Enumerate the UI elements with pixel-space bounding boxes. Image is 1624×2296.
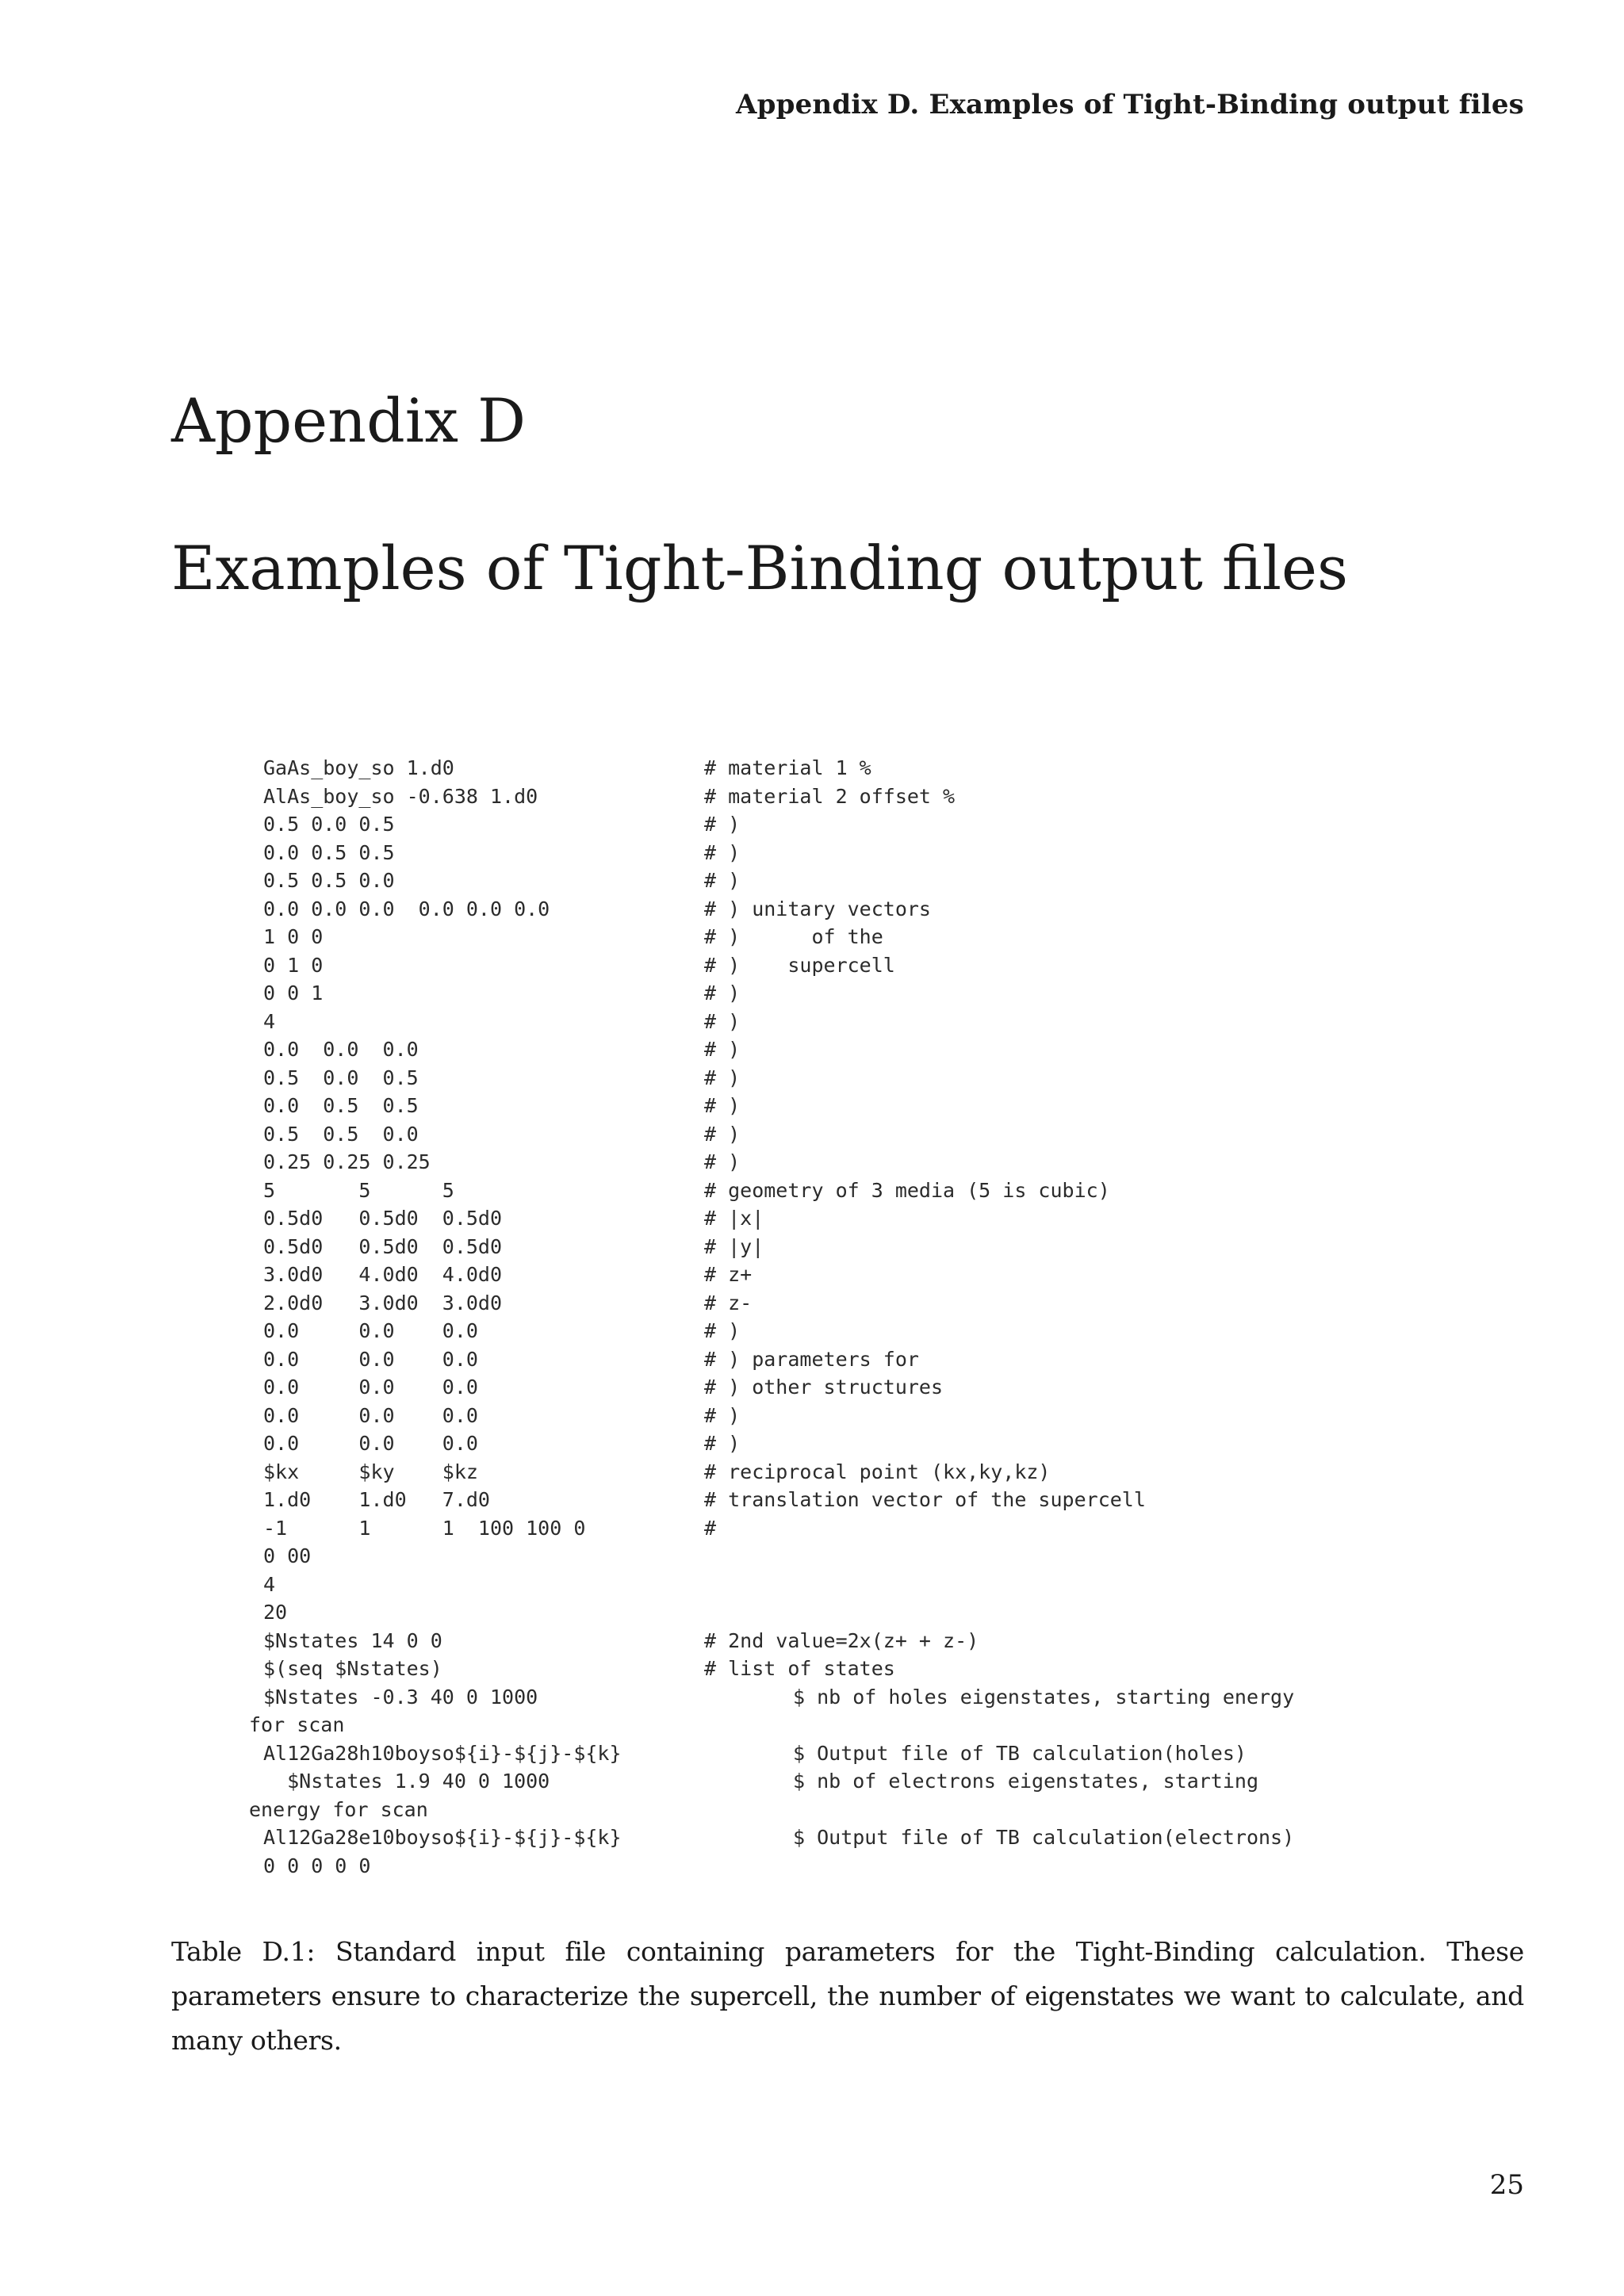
- code-line: 0.0 0.0 0.0 0.0 0.0 0.0: [263, 897, 550, 920]
- code-line: 0.0 0.0 0.0: [263, 1319, 478, 1342]
- code-line: 0.5d0 0.5d0 0.5d0: [263, 1207, 503, 1230]
- code-comment: #: [704, 1517, 717, 1540]
- chapter-label: Appendix D: [171, 385, 527, 456]
- code-comment: # z-: [704, 1292, 753, 1314]
- page-number: 25: [1489, 2169, 1524, 2201]
- code-line: 3.0d0 4.0d0 4.0d0: [263, 1263, 503, 1286]
- code-comment: # ): [704, 982, 741, 1004]
- code-comment: $ nb of holes eigenstates, starting energy: [793, 1686, 1295, 1709]
- code-comment: # ): [704, 869, 741, 892]
- code-line: 0.0 0.5 0.5: [263, 841, 395, 864]
- code-line: 0.0 0.0 0.0: [263, 1348, 478, 1371]
- code-comment: $ nb of electrons eigenstates, starting: [793, 1770, 1258, 1793]
- code-line: $Nstates 1.9 40 0 1000: [263, 1770, 550, 1793]
- code-line: 0.5 0.5 0.0: [263, 869, 395, 892]
- code-comment: # ) unitary vectors: [704, 897, 931, 920]
- code-line: 0.5d0 0.5d0 0.5d0: [263, 1235, 503, 1258]
- code-line: $Nstates -0.3 40 0 1000: [263, 1686, 538, 1709]
- code-comment: # ): [704, 1066, 741, 1089]
- code-line: 20: [263, 1601, 288, 1624]
- code-comment: # ) of the: [704, 925, 883, 948]
- code-line: 0.0 0.0 0.0: [263, 1376, 478, 1399]
- code-comment: # ): [704, 1010, 741, 1033]
- code-line: GaAs_boy_so 1.d0: [263, 756, 454, 779]
- code-comment: $ Output file of TB calculation(electrons): [793, 1826, 1295, 1849]
- code-comment: # material 1 %: [704, 756, 871, 779]
- code-comment: # |y|: [704, 1235, 764, 1258]
- code-line: 0.0 0.5 0.5: [263, 1094, 419, 1117]
- code-line: Al12Ga28e10boyso${i}-${j}-${k}: [263, 1826, 622, 1849]
- code-line: 0.5 0.0 0.5: [263, 1066, 419, 1089]
- code-comment: # ): [704, 1094, 741, 1117]
- code-comment: # material 2 offset %: [704, 785, 956, 808]
- code-comment: # ) supercell: [704, 954, 895, 977]
- code-comment: # 2nd value=2x(z+ + z-): [704, 1629, 979, 1652]
- code-comment: # list of states: [704, 1657, 895, 1680]
- code-comment: # ): [704, 813, 741, 836]
- code-line: 4: [263, 1010, 276, 1033]
- code-line: -1 1 1 100 100 0: [263, 1517, 586, 1540]
- chapter-title: Examples of Tight-Binding output files: [171, 533, 1349, 603]
- input-file-listing: [249, 754, 1437, 1878]
- code-line: AlAs_boy_so -0.638 1.d0: [263, 785, 538, 808]
- code-line: for scan: [249, 1713, 345, 1736]
- code-line: 0 0 0 0 0: [263, 1854, 371, 1877]
- running-header: Appendix D. Examples of Tight-Binding output files: [736, 89, 1524, 121]
- code-comment: # z+: [704, 1263, 753, 1286]
- code-line: 0.0 0.0 0.0: [263, 1432, 478, 1455]
- code-comment: # ): [704, 1319, 741, 1342]
- code-line: 0 00: [263, 1544, 312, 1567]
- code-line: 1 0 0: [263, 925, 324, 948]
- code-comment: # ) other structures: [704, 1376, 944, 1399]
- code-line: 0 0 1: [263, 982, 324, 1004]
- code-comment: # ) parameters for: [704, 1348, 919, 1371]
- code-line: 0.0 0.0 0.0: [263, 1038, 419, 1061]
- code-comment: # ): [704, 1150, 741, 1173]
- code-comment: # |x|: [704, 1207, 764, 1230]
- code-comment: # translation vector of the supercell: [704, 1488, 1146, 1511]
- code-comment: # ): [704, 1432, 741, 1455]
- code-line: 4: [263, 1573, 276, 1596]
- code-line: $kx $ky $kz: [263, 1460, 478, 1483]
- table-caption: Table D.1: Standard input file containing parameters for the Tight-Binding calculation. These parameters ensure to characterize the supercell, the number of eigenstates we want to calculate, and many others.: [171, 1936, 1524, 2056]
- code-line: 2.0d0 3.0d0 3.0d0: [263, 1292, 503, 1314]
- code-line: 5 5 5: [263, 1179, 454, 1202]
- code-line: 0 1 0: [263, 954, 324, 977]
- code-line: 0.5 0.5 0.0: [263, 1123, 419, 1146]
- code-comment: # reciprocal point (kx,ky,kz): [704, 1460, 1051, 1483]
- code-line: 0.5 0.0 0.5: [263, 813, 395, 836]
- code-comment: # ): [704, 1038, 741, 1061]
- code-line: energy for scan: [249, 1798, 428, 1821]
- code-line: 1.d0 1.d0 7.d0: [263, 1488, 490, 1511]
- code-line: 0.25 0.25 0.25: [263, 1150, 431, 1173]
- code-comment: # ): [704, 1404, 741, 1427]
- code-line: 0.0 0.0 0.0: [263, 1404, 478, 1427]
- code-comment: # ): [704, 841, 741, 864]
- code-comment: # geometry of 3 media (5 is cubic): [704, 1179, 1110, 1202]
- code-line: $(seq $Nstates): [263, 1657, 442, 1680]
- code-line: $Nstates 14 0 0: [263, 1629, 442, 1652]
- code-line: Al12Ga28h10boyso${i}-${j}-${k}: [263, 1742, 622, 1765]
- code-comment: # ): [704, 1123, 741, 1146]
- code-comment: $ Output file of TB calculation(holes): [793, 1742, 1247, 1765]
